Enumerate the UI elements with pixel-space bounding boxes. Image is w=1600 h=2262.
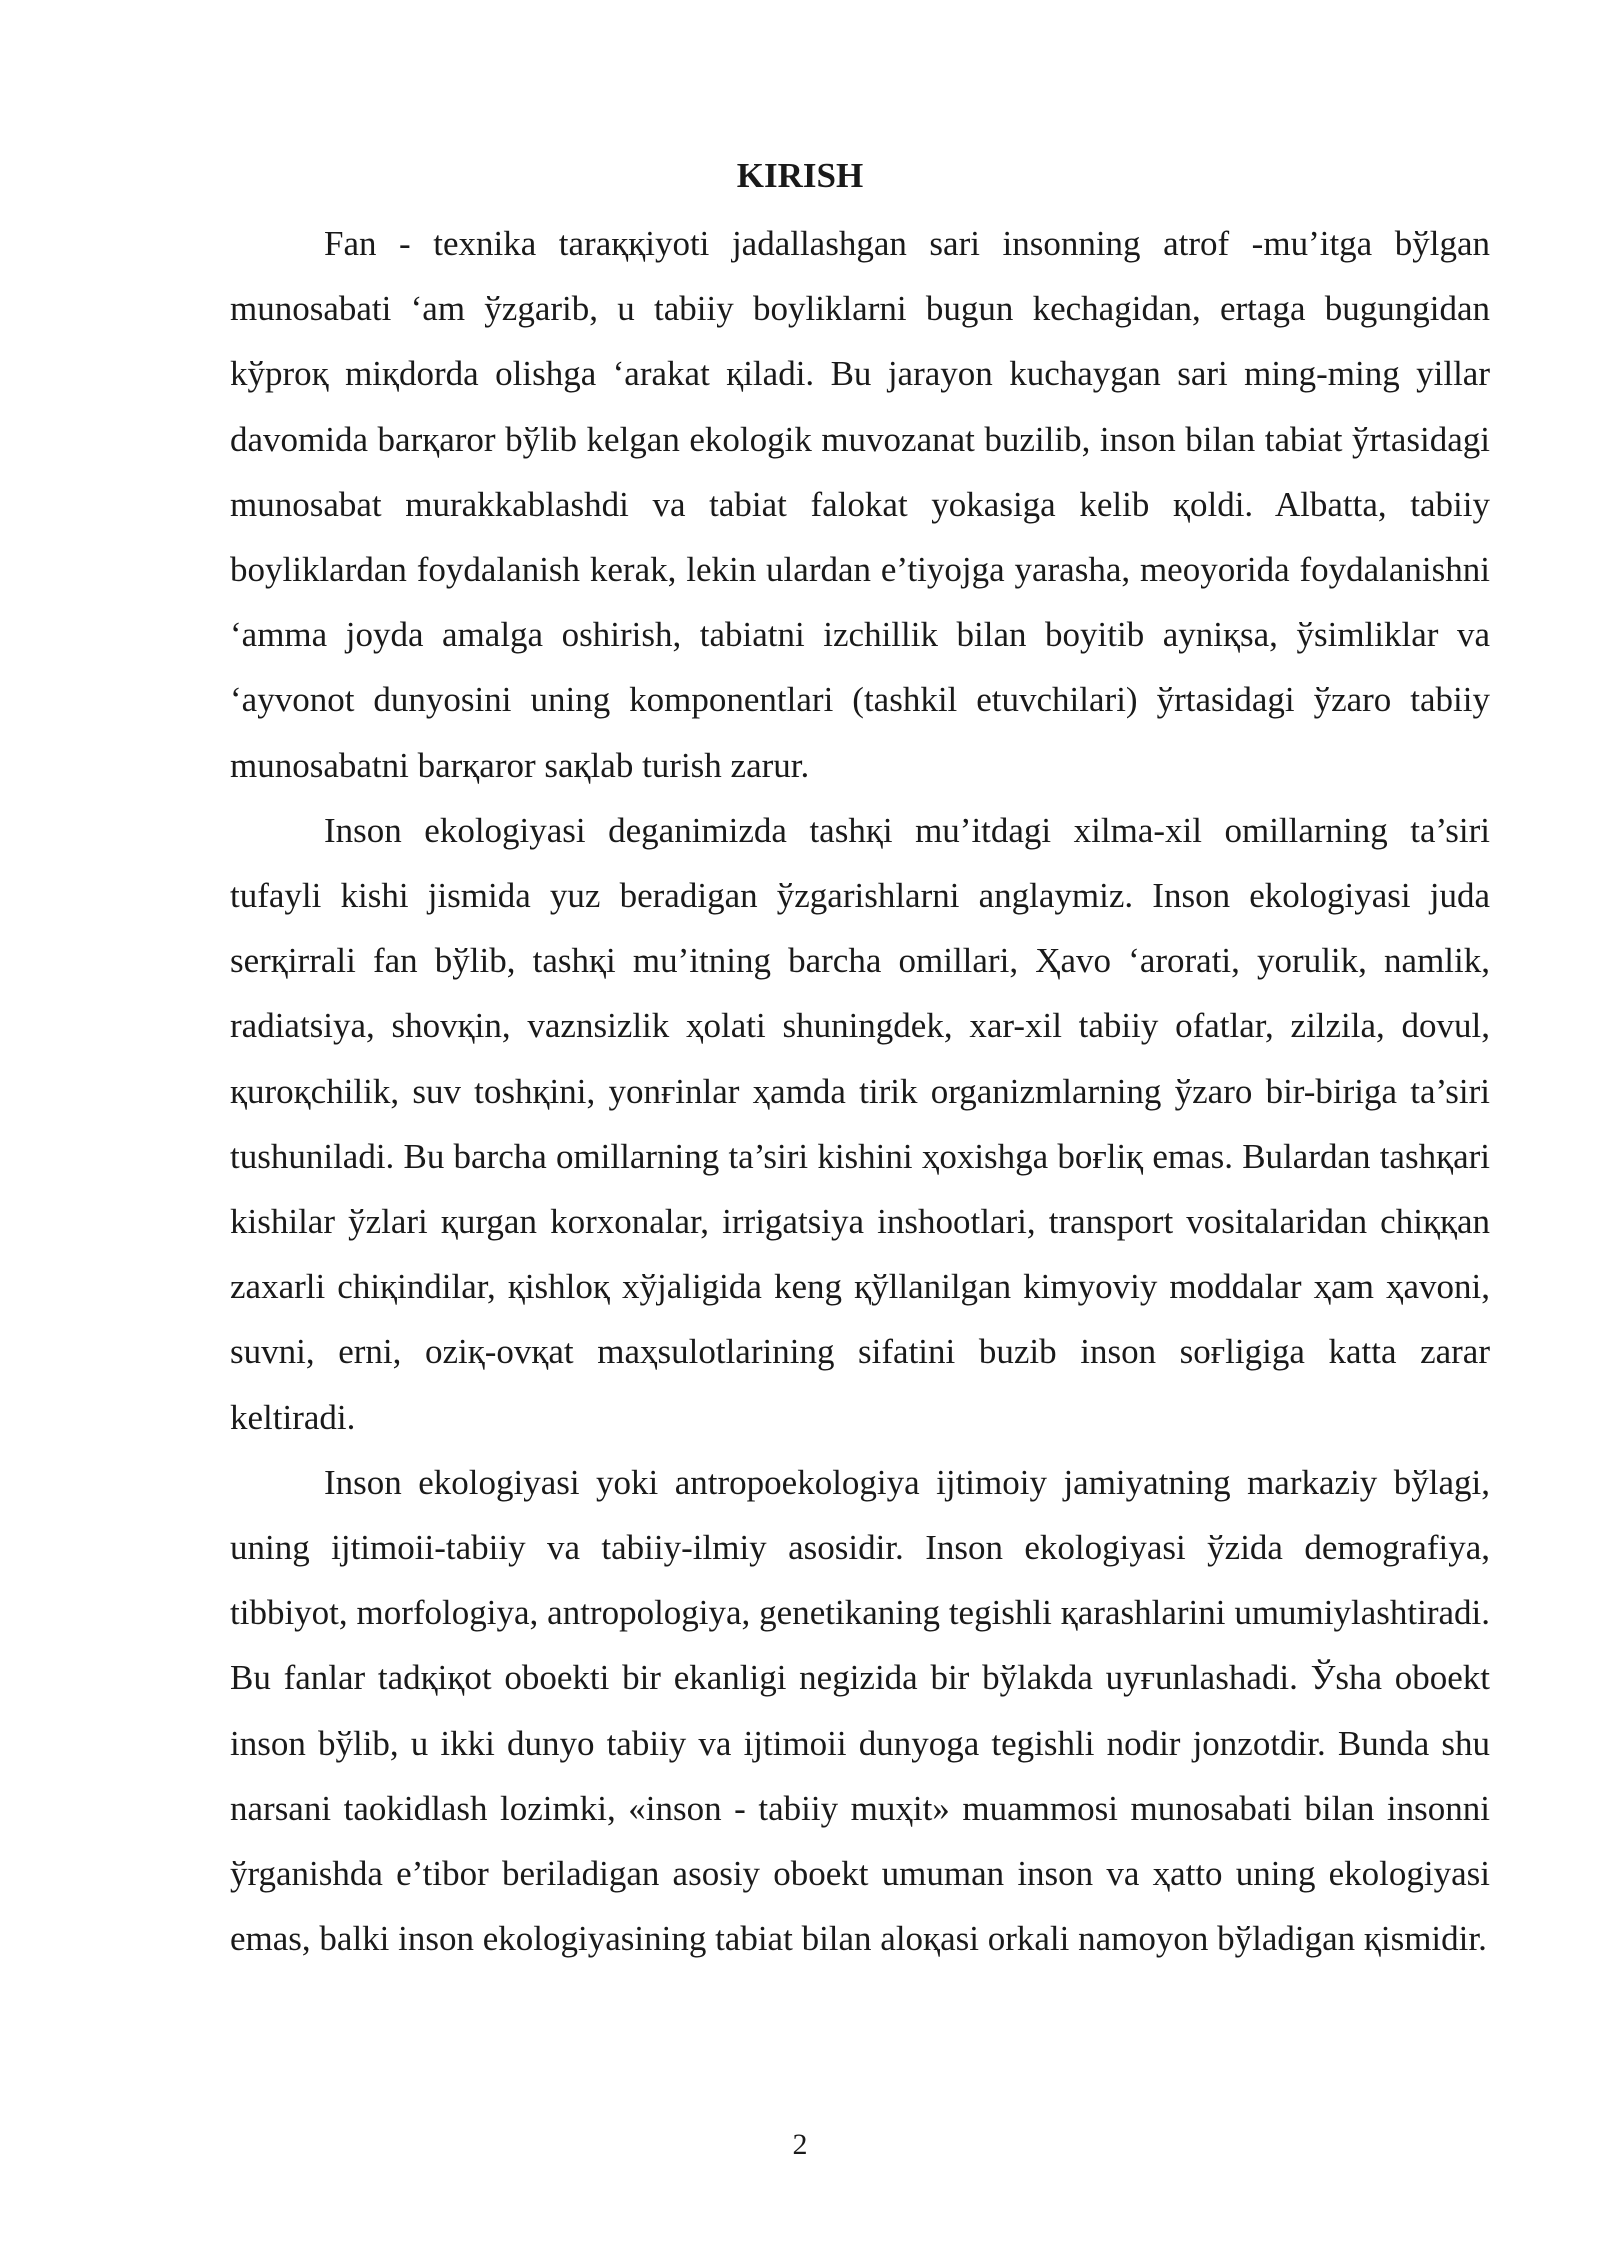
paragraph-1: Fan - texnika taraққiyoti jadallashgan sari insonning atrof -mu’itga bўlgan munosabati ‘am ўzgarib, u tabiiy boyliklarni bugun kechagidan, ertaga bugungidan kўproқ miқdorda olishga ‘arakat қiladi. Bu jarayon kuchaygan sari ming-ming yillar davomida barқaror bўlib kelgan ekologik muvozanat buzilib, inson bilan tabiat ўrtasidagi munosabat murakkablashdi va tabiat falokat yokasiga kelib қoldi. Albatta, tabiiy boyliklardan foydalanish kerak, lekin ulardan e’tiyojga yarasha, meoyorida foydalanishni ‘amma joyda amalga oshirish, tabiatni izchillik bilan boyitib ayniқsa, ўsimliklar va ‘ayvonot dunyosini uning komponentlari (tashkil etuvchilari) ўrtasidagi ўzaro tabiiy munosabatni barқaror saқlab turish zarur. xyxy=(230,224,1490,785)
page-title: KIRISH xyxy=(736,156,864,195)
body-text xyxy=(230,211,1490,1971)
page-number: 2 xyxy=(792,2128,808,2161)
paragraph-2: Inson ekologiyasi deganimizda tashқi mu’itdagi xilma-xil omillarning ta’siri tufayli kishi jismida yuz beradigan ўzgarishlarni anglaymiz. Inson ekologiyasi juda serқirrali fan bўlib, tashқi mu’itning barcha omillari, Ҳavo ‘arorati, yorulik, namlik, radiatsiya, shovқin, vaznsizlik ҳolati shuningdek, xar-xil tabiiy ofatlar, zilzila, dovul, қuroқchilik, suv toshқini, yonғinlar ҳamda tirik organizmlarning ўzaro bir-biriga ta’siri tushuniladi. Bu barcha omillarning ta’siri kishini ҳoxishga boғliқ emas. Bulardan tashқari kishilar ўzlari қurgan korxonalar, irrigatsiya inshootlari, transport vositalaridan chiққan zaxarli chiқindilar, қishloқ xўjaligida keng қўllanilgan kimyoviy moddalar ҳam ҳavoni, suvni, erni, oziқ-ovқat maҳsulotlarining sifatini buzib inson soғligiga katta zarar keltiradi. xyxy=(230,810,1490,1437)
paragraph-3: Inson ekologiyasi yoki antropoekologiya ijtimoiy jamiyatning markaziy bўlagi, uning ijtimoii-tabiiy va tabiiy-ilmiy asosidir. Inson ekologiyasi ўzida demografiya, tibbiyot, morfologiya, antropologiya, genetikaning tegishli қarashlarini umumiylashtiradi. Bu fanlar tadқiқot oboekti bir ekanligi negizida bir bўlakda uyғunlashadi. Ўsha oboekt inson bўlib, u ikki dunyo tabiiy va ijtimoii dunyoga tegishli nodir jonzotdir. Bunda shu narsani taokidlash lozimki, «inson - tabiiy muҳit» muammosi munosabati bilan insonni ўrganishda e’tibor beriladigan asosiy oboekt umuman inson va ҳatto uning ekologiyasi emas, balki inson ekologiyasining tabiat bilan aloқasi orkali namoyon bўladigan қismidir. xyxy=(230,1462,1490,1959)
